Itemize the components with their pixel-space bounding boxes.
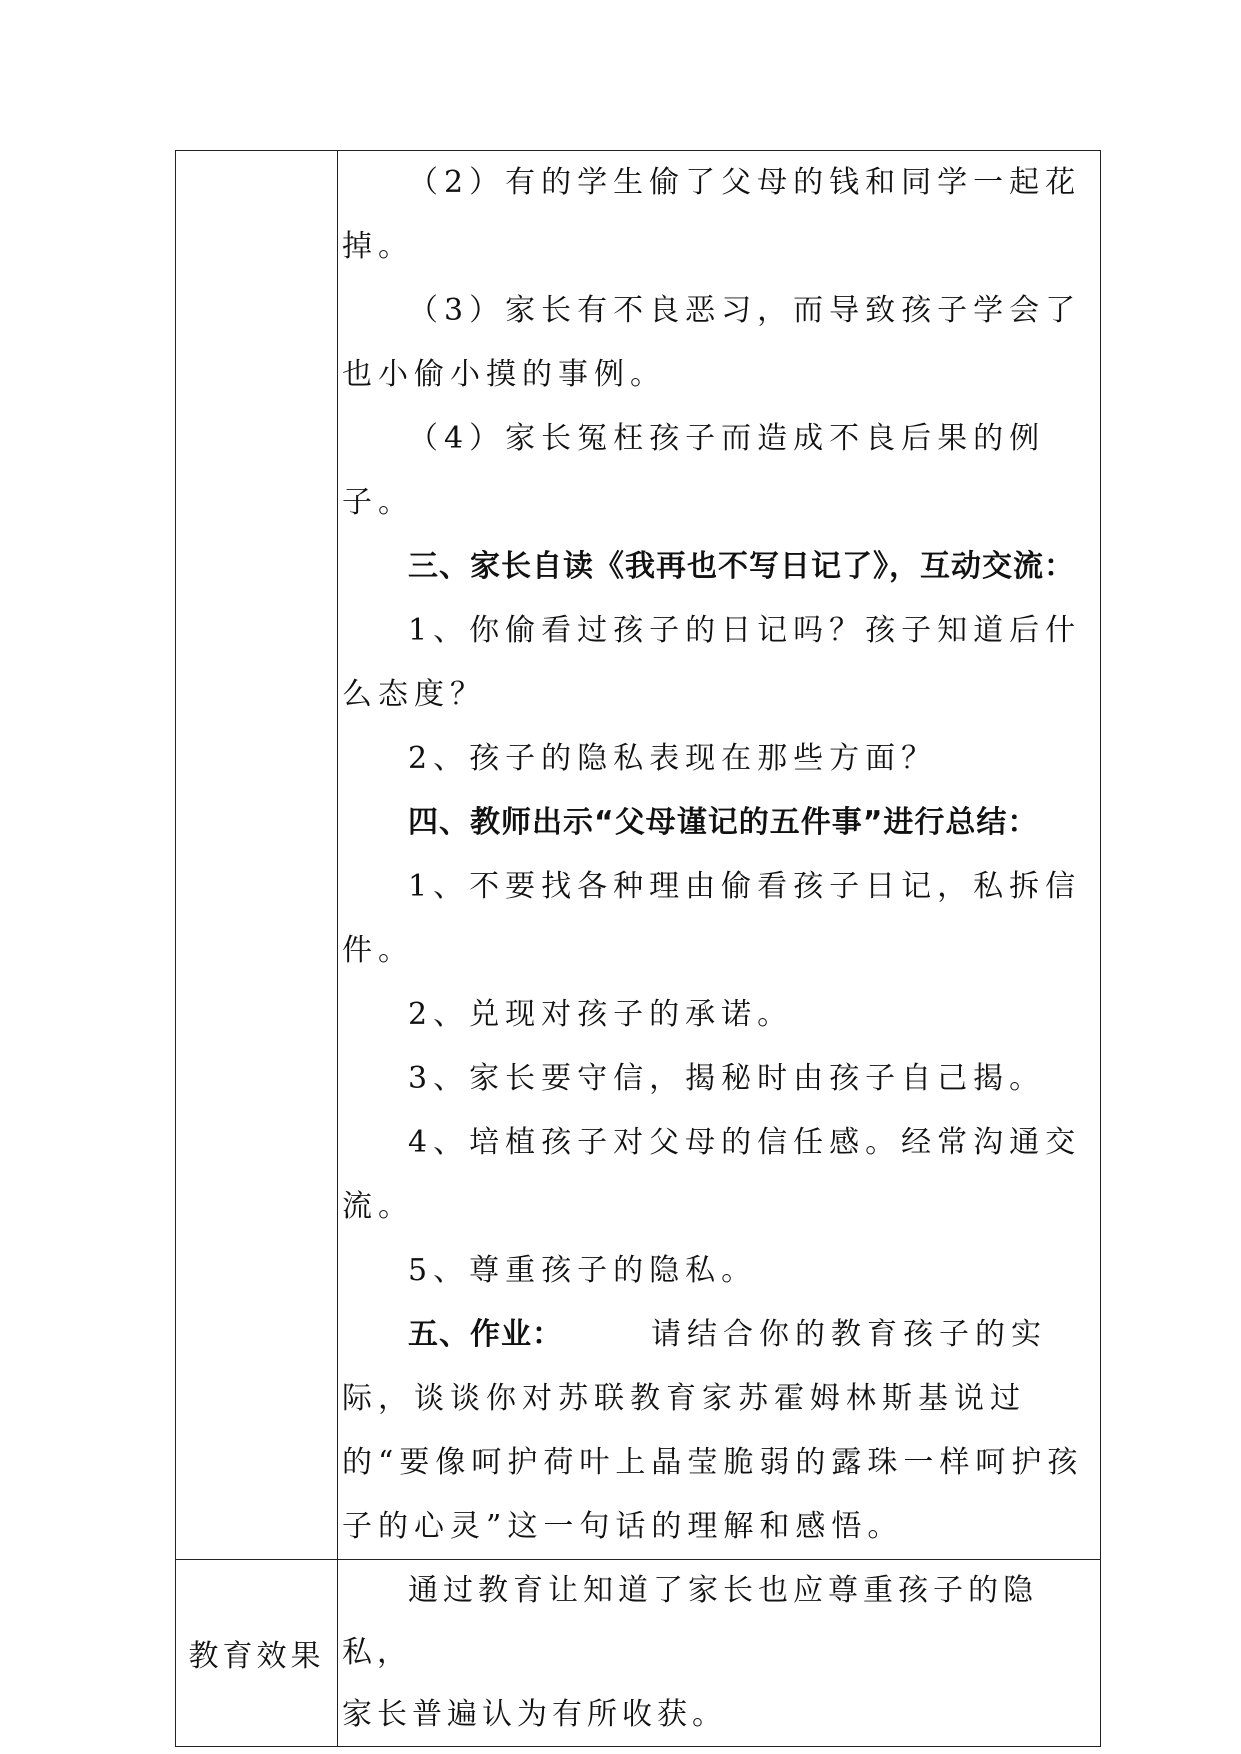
document-table xyxy=(175,150,1101,1747)
question-2: 2、孩子的隐私表现在那些方面？ xyxy=(408,741,938,776)
paragraph-4: （4）家长冤枉孩子而造成不良后果的例子。 xyxy=(342,421,1046,520)
content-cell xyxy=(338,151,1101,1560)
question-1: 1、你偷看过孩子的日记吗？孩子知道后什么态度？ xyxy=(342,613,1082,712)
content-row xyxy=(176,151,1101,1560)
paragraph-3: （3）家长有不良恶习，而导致孩子学会了也小偷小摸的事例。 xyxy=(342,293,1082,392)
homework-heading: 五、作业： xyxy=(408,1317,563,1352)
rule-1: 1、不要找各种理由偷看孩子日记，私拆信件。 xyxy=(342,869,1082,968)
content-label-cell xyxy=(176,151,338,1560)
effect-line-2: 家长普遍认为有所收获。 xyxy=(342,1697,727,1732)
rule-3: 3、家长要守信，揭秘时由孩子自己揭。 xyxy=(408,1061,1046,1096)
effect-line-1: 通过教育让知道了家长也应尊重孩子的隐私， xyxy=(342,1573,1038,1670)
section-heading-three: 三、家长自读《我再也不写日记了》，互动交流： xyxy=(408,549,1075,584)
paragraph-2: （2）有的学生偷了父母的钱和同学一起花掉。 xyxy=(342,165,1082,264)
section-heading-four: 四、教师出示“父母谨记的五件事”进行总结： xyxy=(408,805,1039,840)
effect-row xyxy=(176,1560,1101,1747)
rule-2: 2、兑现对孩子的承诺。 xyxy=(408,997,794,1032)
homework-text: 请结合你的教育孩子的实际，谈谈你对苏联教育家苏霍姆林斯基说过的“要像呵护荷叶上晶莹脆弱的露珠一样呵护孩子的心灵”这一句话的理解和感悟。 xyxy=(342,1317,1084,1544)
effect-label: 教育效果 xyxy=(176,1560,338,1747)
rule-4: 4、培植孩子对父母的信任感。经常沟通交流。 xyxy=(342,1125,1082,1224)
homework-paragraph xyxy=(338,1303,1100,1559)
effect-body-cell xyxy=(338,1560,1101,1747)
rule-5: 5、尊重孩子的隐私。 xyxy=(408,1253,758,1288)
